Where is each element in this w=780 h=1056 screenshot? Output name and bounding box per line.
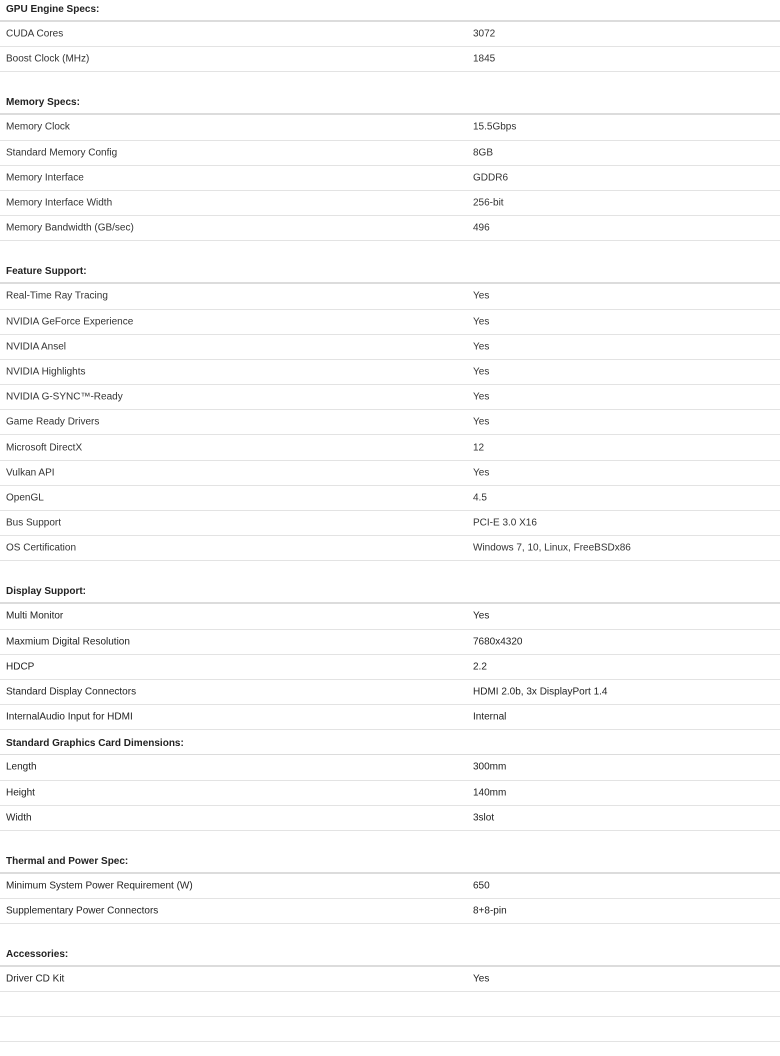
spec-row-max-resolution [0, 630, 780, 655]
spec-value: Yes [473, 416, 490, 428]
spec-row-hdcp [0, 655, 780, 680]
spec-value: Yes [473, 610, 490, 622]
spec-label: Memory Interface Width [6, 197, 113, 209]
spec-value: Yes [473, 341, 490, 353]
spec-row-audio-input [0, 705, 780, 730]
spec-label: Game Ready Drivers [6, 416, 100, 428]
spec-label: Boost Clock (MHz) [6, 53, 90, 65]
spec-label: NVIDIA Highlights [6, 366, 86, 378]
spec-label: NVIDIA Ansel [6, 341, 67, 353]
empty-row [0, 1017, 780, 1042]
spec-label: Driver CD Kit [6, 973, 65, 985]
section-spacer [0, 72, 780, 93]
spec-label: Real-Time Ray Tracing [6, 290, 108, 302]
spec-value: Yes [473, 366, 490, 378]
spec-row-multi-monitor [0, 604, 780, 629]
spec-label: Supplementary Power Connectors [6, 905, 159, 917]
spec-row-opengl [0, 486, 780, 511]
spec-label: Memory Clock [6, 121, 70, 133]
section-title: Feature Support: [6, 266, 87, 278]
spec-row-ray-tracing [0, 284, 780, 309]
spec-label: InternalAudio Input for HDMI [6, 711, 133, 723]
spec-label: Maxmium Digital Resolution [6, 636, 130, 648]
section-title: Standard Graphics Card Dimensions: [6, 738, 184, 750]
spec-row-length [0, 755, 780, 780]
spec-value: 7680x4320 [473, 636, 523, 648]
spec-label: OpenGL [6, 492, 44, 504]
spec-row-geforce-experience [0, 310, 780, 335]
spec-value: 8+8-pin [473, 905, 507, 917]
spec-row-display-connectors [0, 680, 780, 705]
spec-label: Height [6, 787, 35, 799]
spec-label: Standard Display Connectors [6, 686, 137, 698]
spec-row-width [0, 806, 780, 831]
spec-value: PCI-E 3.0 X16 [473, 517, 537, 529]
spec-row-memory-interface-width [0, 191, 780, 216]
section-title: Display Support: [6, 586, 87, 598]
spec-value: 3slot [473, 812, 495, 824]
spec-value: 496 [473, 222, 490, 234]
section-spacer [0, 924, 780, 945]
spec-label: Vulkan API [6, 467, 55, 479]
empty-row [0, 992, 780, 1017]
spec-row-bus-support [0, 511, 780, 536]
spec-label: Microsoft DirectX [6, 442, 83, 454]
spec-row-gsync [0, 385, 780, 410]
spec-row-min-power [0, 874, 780, 899]
section-header-display-support [0, 582, 780, 604]
spec-row-highlights [0, 360, 780, 385]
spec-value: 3072 [473, 28, 496, 40]
spec-label: Bus Support [6, 517, 62, 529]
spec-row-memory-interface [0, 166, 780, 191]
section-header-thermal-power [0, 852, 780, 874]
spec-value: 650 [473, 880, 490, 892]
section-header-gpu-engine [0, 0, 780, 22]
spec-row-driver-cd [0, 967, 780, 992]
spec-row-memory-bandwidth [0, 216, 780, 241]
section-header-feature-support [0, 262, 780, 284]
spec-value: 1845 [473, 53, 496, 65]
spec-value: Yes [473, 316, 490, 328]
spec-value: Yes [473, 290, 490, 302]
spec-value: 4.5 [473, 492, 487, 504]
spec-row-memory-config [0, 141, 780, 166]
spec-value: Yes [473, 973, 490, 985]
spec-row-ansel [0, 335, 780, 360]
spec-value: 300mm [473, 761, 507, 773]
spec-value: 15.5Gbps [473, 121, 517, 133]
spec-row-directx [0, 435, 780, 460]
section-title: Memory Specs: [6, 97, 80, 109]
spec-value: 8GB [473, 147, 494, 159]
spec-value: Yes [473, 391, 490, 403]
spec-row-game-ready-drivers [0, 410, 780, 435]
spec-value: Yes [473, 467, 490, 479]
spec-label: OS Certification [6, 542, 77, 554]
spec-row-power-connectors [0, 899, 780, 924]
spec-label: Memory Interface [6, 172, 84, 184]
spec-label: NVIDIA G-SYNC™-Ready [6, 391, 123, 403]
spec-row-cuda-cores [0, 22, 780, 47]
section-header-accessories [0, 945, 780, 967]
spec-label: Width [6, 812, 32, 824]
spec-row-memory-clock [0, 115, 780, 140]
spec-value: Windows 7, 10, Linux, FreeBSDx86 [473, 542, 631, 554]
spec-label: Memory Bandwidth (GB/sec) [6, 222, 134, 234]
spec-label: Standard Memory Config [6, 147, 118, 159]
spec-row-boost-clock [0, 47, 780, 72]
section-header-dimensions [0, 730, 780, 755]
spec-value: Internal [473, 711, 507, 723]
spec-label: CUDA Cores [6, 28, 64, 40]
spec-value: 12 [473, 442, 485, 454]
spec-value: 140mm [473, 787, 507, 799]
section-title: Accessories: [6, 949, 69, 961]
section-title: GPU Engine Specs: [6, 4, 100, 15]
section-spacer [0, 831, 780, 852]
spec-label: Multi Monitor [6, 610, 64, 622]
section-header-memory [0, 93, 780, 115]
spec-label: Minimum System Power Requirement (W) [6, 880, 193, 892]
spec-value: 256-bit [473, 197, 504, 209]
spec-label: NVIDIA GeForce Experience [6, 316, 134, 328]
spec-label: Length [6, 761, 37, 773]
spec-value: GDDR6 [473, 172, 509, 184]
spec-value: HDMI 2.0b, 3x DisplayPort 1.4 [473, 686, 608, 698]
section-spacer [0, 241, 780, 262]
spec-row-os-certification [0, 536, 780, 561]
section-spacer [0, 561, 780, 582]
spec-value: 2.2 [473, 661, 487, 673]
spec-row-height [0, 781, 780, 806]
spec-row-vulkan [0, 461, 780, 486]
spec-label: HDCP [6, 661, 35, 673]
section-title: Thermal and Power Spec: [6, 855, 129, 867]
